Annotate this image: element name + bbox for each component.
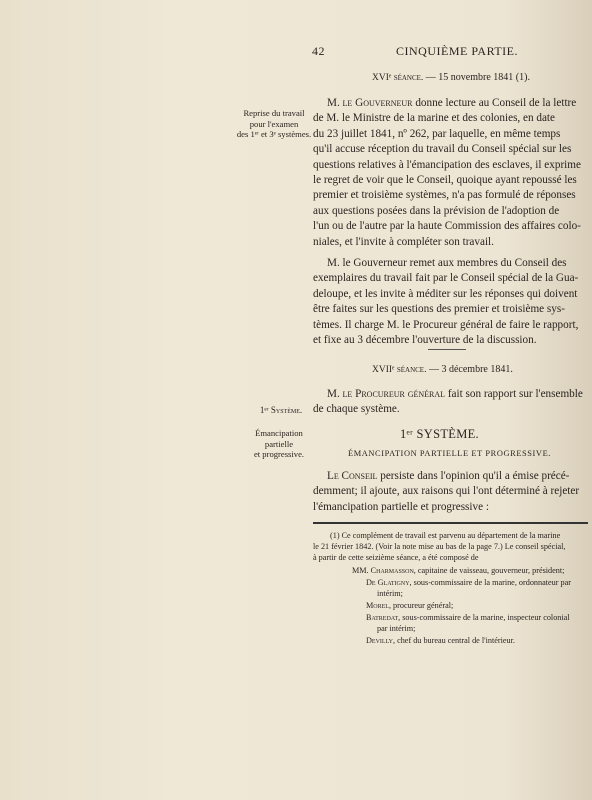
margin-note-line: des 1ᵉʳ et 3ᵉ systèmes. — [236, 129, 312, 140]
member-desc: sous-commissaire de la marine, ordonnateur par — [413, 578, 571, 587]
text-line: donne lecture au Conseil de la lettre — [415, 97, 577, 109]
text-line: exemplaires du travail fait par le Conseil spécial de la Gua- — [313, 272, 579, 285]
text-line: tèmes. Il charge M. le Procureur général de faire le rapport, — [313, 318, 579, 331]
paragraph-gouverneur-lecture — [313, 96, 589, 250]
margin-note-line: et progressive. — [253, 449, 305, 460]
text-line: deloupe, et les invite à méditer sur les réponses qui doivent — [313, 287, 578, 300]
text-line: questions relatives à l'émancipation des esclaves, il exprime — [313, 158, 581, 171]
text-line: niales, et l'invite à compléter son travail. — [313, 235, 494, 248]
text-line: qu'il accuse réception du travail du Conseil spécial sur les — [313, 143, 572, 156]
member-name: MM. Charmasson, — [352, 566, 416, 575]
seance-17-heading — [372, 364, 513, 375]
member-desc: procureur général; — [393, 601, 454, 610]
footnote-member — [352, 566, 564, 577]
footnote-member — [366, 578, 571, 589]
text-line: persiste dans l'opinion qu'il a émise précé- — [380, 470, 570, 482]
seance-16-heading — [372, 72, 530, 83]
paragraph-line — [313, 469, 589, 484]
speaker-name: M. le Procureur général — [327, 388, 446, 400]
text-line: du 23 juillet 1841, nº 262, par laquelle, en même temps — [313, 127, 561, 140]
paragraph-gouverneur-remet — [313, 256, 589, 348]
margin-note-line: Reprise du travail — [243, 108, 305, 118]
text-line: demment; il ajoute, aux raisons qui l'ont déterminé à rejeter — [313, 485, 580, 498]
member-name: De Glatigny, — [366, 578, 412, 587]
section-divider — [428, 349, 466, 350]
speaker-name: Le Conseil — [327, 470, 378, 482]
footnote-member — [366, 636, 515, 647]
paragraph-procureur-rapport — [313, 387, 589, 418]
footnote-line-2: le 21 février 1842. (Voir la note mise au bas de la page 7.) Le conseil spécial, — [313, 542, 566, 551]
member-desc: capitaine de vaisseau, gouverneur, président; — [417, 566, 565, 575]
footnote-member-cont — [377, 624, 415, 635]
text-line: fait son rapport sur l'ensemble — [447, 388, 583, 400]
paragraph-conseil-persiste — [313, 469, 589, 515]
margin-note-reprise — [226, 108, 322, 140]
margin-note-line: partielle — [264, 438, 294, 449]
member-desc: sous-commissaire de la marine, inspecteur colonial — [402, 613, 570, 622]
seance-16-label: XVIᵉ séance. — [372, 73, 424, 83]
section-title: 1ᵉʳ SYSTÈME. — [400, 427, 479, 441]
section-subtitle: ÉMANCIPATION PARTIELLE ET PROGRESSIVE. — [348, 449, 551, 458]
text-line: M. le Gouverneur remet aux membres du Conseil des — [327, 257, 567, 269]
text-line: de chaque système. — [313, 403, 400, 416]
member-name: Morel, — [366, 601, 391, 610]
margin-note-line: pour l'examen — [249, 118, 299, 129]
text-line: aux questions posées dans la prévision de l'adoption de — [313, 204, 560, 217]
text-line: de M. le Ministre de la marine et des colonies, en date — [313, 112, 556, 125]
footnote-rule — [313, 522, 588, 524]
member-name: Devilly, — [366, 636, 396, 645]
margin-note-line: Émancipation — [255, 428, 303, 438]
footnote-member — [366, 601, 453, 612]
member-desc: chef du bureau central de l'intérieur. — [397, 636, 515, 645]
member-desc: intérim; — [377, 589, 403, 598]
text-line: l'émancipation partielle et progressive : — [313, 500, 489, 513]
running-title: CINQUIÈME PARTIE. — [396, 44, 519, 58]
text-line: l'un ou de l'autre par la haute Commission des affaires colo- — [313, 220, 581, 233]
text-line: le regret de voir que le Conseil, quoique ayant repoussé les — [313, 174, 577, 187]
text-line: être faites sur les questions des premier et troisième sys- — [313, 303, 565, 316]
page-number: 42 — [312, 44, 325, 58]
member-desc: par intérim; — [377, 624, 416, 633]
seance-16-date: — 15 novembre 1841 (1). — [425, 72, 530, 83]
seance-17-label: XVIIᵉ séance. — [372, 365, 427, 375]
footnote-line-3: à partir de cette seizième séance, a été composé de — [313, 553, 479, 562]
margin-note-systeme: 1ᵉʳ Système. — [259, 405, 303, 415]
seance-17-date: — 3 décembre 1841. — [428, 364, 513, 375]
speaker-name: M. le Gouverneur — [327, 97, 413, 109]
footnote-line-1: (1) Ce complément de travail est parvenu au département de la marine — [330, 531, 561, 540]
text-line: premier et troisième systèmes, n'a pas formulé de réponses — [313, 189, 576, 202]
margin-note-emancipation — [244, 428, 314, 460]
footnote-member-cont — [377, 589, 403, 600]
paragraph-line — [313, 387, 589, 402]
footnote-member — [366, 613, 570, 624]
text-line: et fixe au 3 décembre l'ouverture de la discussion. — [313, 334, 537, 347]
member-name: Batredat, — [366, 613, 401, 622]
paragraph-line — [313, 96, 589, 111]
